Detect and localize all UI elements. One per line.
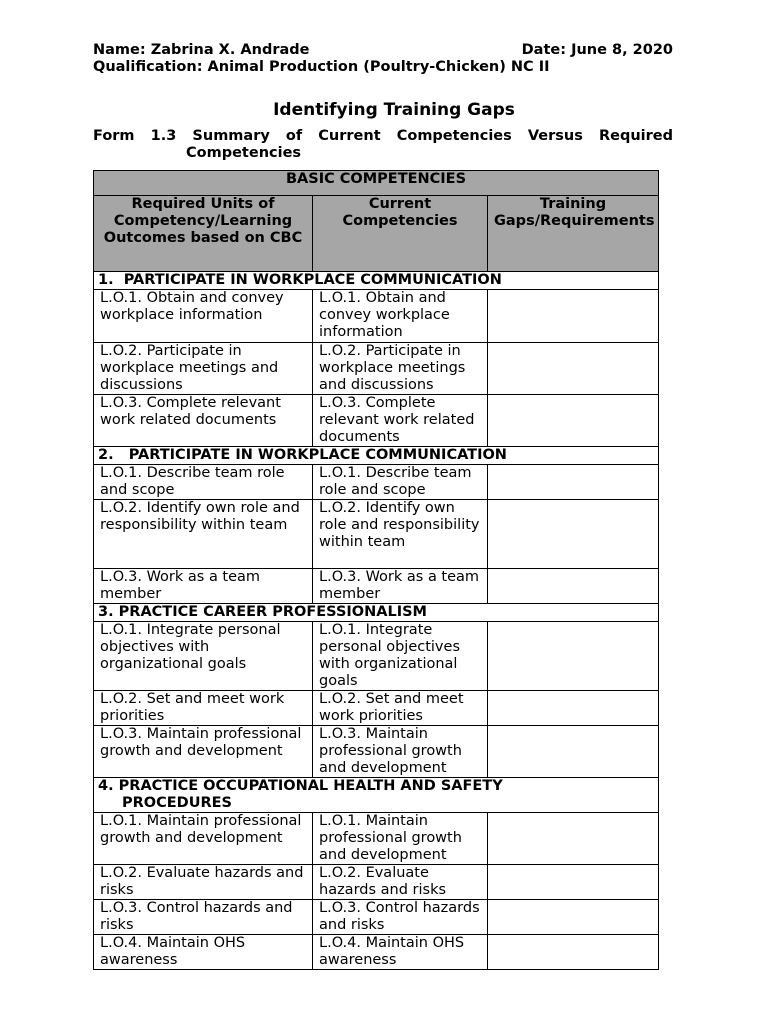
cell-gap[interactable]	[488, 935, 659, 970]
cell-current: L.O.2. Set and meet work priorities	[313, 691, 488, 726]
form-title-word: of	[285, 128, 303, 144]
section-title-text: 3. PRACTICE CAREER PROFESSIONALISM	[98, 604, 427, 620]
cell-current: L.O.2. Identify own role and responsibility within team	[313, 500, 488, 569]
competencies-table	[93, 170, 659, 970]
cell-required: L.O.1. Maintain professional growth and development	[94, 813, 313, 865]
cell-required: L.O.2. Participate in workplace meetings and discussions	[94, 343, 313, 395]
cell-gap[interactable]	[488, 465, 659, 500]
section-title-text: 1. PARTICIPATE IN WORKPLACE COMMUNICATION	[98, 272, 502, 288]
cell-current: L.O.2. Evaluate hazards and risks	[313, 865, 488, 900]
cell-gap[interactable]	[488, 500, 659, 569]
cell-required: L.O.3. Work as a team member	[94, 569, 313, 604]
table-row	[94, 900, 659, 935]
cell-current: L.O.3. Complete relevant work related documents	[313, 395, 488, 447]
table-row	[94, 290, 659, 343]
table-row	[94, 395, 659, 447]
form-title-word: Competencies	[396, 128, 512, 144]
cell-gap[interactable]	[488, 813, 659, 865]
form-title-word: Form	[93, 128, 135, 144]
column-header-required: Required Units of Competency/Learning Outcomes based on CBC	[94, 196, 313, 272]
table-row	[94, 691, 659, 726]
cell-required: L.O.1. Integrate personal objectives with organizational goals	[94, 622, 313, 691]
table-header-row	[94, 196, 659, 272]
column-header-current: Current Competencies	[313, 196, 488, 272]
table-row	[94, 343, 659, 395]
table-row	[94, 865, 659, 900]
cell-required: L.O.1. Describe team role and scope	[94, 465, 313, 500]
section-title-text: 4. PRACTICE OCCUPATIONAL HEALTH AND SAFETY	[98, 778, 503, 794]
cell-required: L.O.4. Maintain OHS awareness	[94, 935, 313, 970]
table-row	[94, 935, 659, 970]
cell-current: L.O.1. Integrate personal objectives with organizational goals	[313, 622, 488, 691]
section-row	[94, 604, 659, 622]
cell-gap[interactable]	[488, 343, 659, 395]
cell-current: L.O.3. Work as a team member	[313, 569, 488, 604]
form-title-word: Current	[318, 128, 381, 144]
cell-gap[interactable]	[488, 622, 659, 691]
section-row	[94, 272, 659, 290]
cell-current: L.O.1. Obtain and convey workplace information	[313, 290, 488, 343]
column-header-gaps: Training Gaps/Requirements	[488, 196, 659, 272]
cell-gap[interactable]	[488, 691, 659, 726]
cell-current: L.O.3. Maintain professional growth and development	[313, 726, 488, 778]
section-title-text-line-2: PROCEDURES	[122, 795, 232, 811]
table-row	[94, 465, 659, 500]
name-field: Name: Zabrina X. Andrade	[93, 42, 310, 58]
section-row	[94, 447, 659, 465]
cell-current: L.O.3. Control hazards and risks	[313, 900, 488, 935]
header-line-1	[93, 42, 673, 59]
cell-gap[interactable]	[488, 900, 659, 935]
cell-required: L.O.1. Obtain and convey workplace information	[94, 290, 313, 343]
cell-current: L.O.1. Maintain professional growth and development	[313, 813, 488, 865]
page-title: Identifying Training Gaps	[273, 100, 515, 120]
cell-current: L.O.2. Participate in workplace meetings and discussions	[313, 343, 488, 395]
section-title	[94, 447, 659, 465]
cell-required: L.O.3. Maintain professional growth and development	[94, 726, 313, 778]
table-banner-row	[94, 171, 659, 196]
section-title	[94, 272, 659, 290]
cell-current: L.O.1. Describe team role and scope	[313, 465, 488, 500]
form-title-word: Required	[598, 128, 673, 144]
table-row	[94, 622, 659, 691]
table-row	[94, 569, 659, 604]
section-title	[94, 778, 659, 813]
cell-required: L.O.2. Set and meet work priorities	[94, 691, 313, 726]
table-banner: BASIC COMPETENCIES	[94, 171, 659, 196]
section-row	[94, 778, 659, 813]
table-row	[94, 726, 659, 778]
form-title-word: 1.3	[150, 128, 177, 144]
qualification-field: Qualification: Animal Production (Poultry-Chicken) NC II	[93, 59, 550, 75]
form-title	[93, 128, 673, 162]
section-title-text: 2. PARTICIPATE IN WORKPLACE COMMUNICATION	[98, 447, 507, 463]
cell-gap[interactable]	[488, 865, 659, 900]
form-title-word: Summary	[192, 128, 270, 144]
cell-gap[interactable]	[488, 395, 659, 447]
form-title-line-2: Competencies	[186, 145, 302, 161]
cell-required: L.O.3. Control hazards and risks	[94, 900, 313, 935]
table-row	[94, 813, 659, 865]
cell-gap[interactable]	[488, 726, 659, 778]
cell-gap[interactable]	[488, 290, 659, 343]
cell-required: L.O.2. Evaluate hazards and risks	[94, 865, 313, 900]
form-title-line-1	[93, 128, 673, 145]
table-row	[94, 500, 659, 569]
date-field: Date: June 8, 2020	[521, 42, 673, 58]
cell-required: L.O.3. Complete relevant work related documents	[94, 395, 313, 447]
cell-gap[interactable]	[488, 569, 659, 604]
cell-required: L.O.2. Identify own role and responsibility within team	[94, 500, 313, 569]
section-title	[94, 604, 659, 622]
cell-current: L.O.4. Maintain OHS awareness	[313, 935, 488, 970]
form-title-word: Versus	[527, 128, 583, 144]
